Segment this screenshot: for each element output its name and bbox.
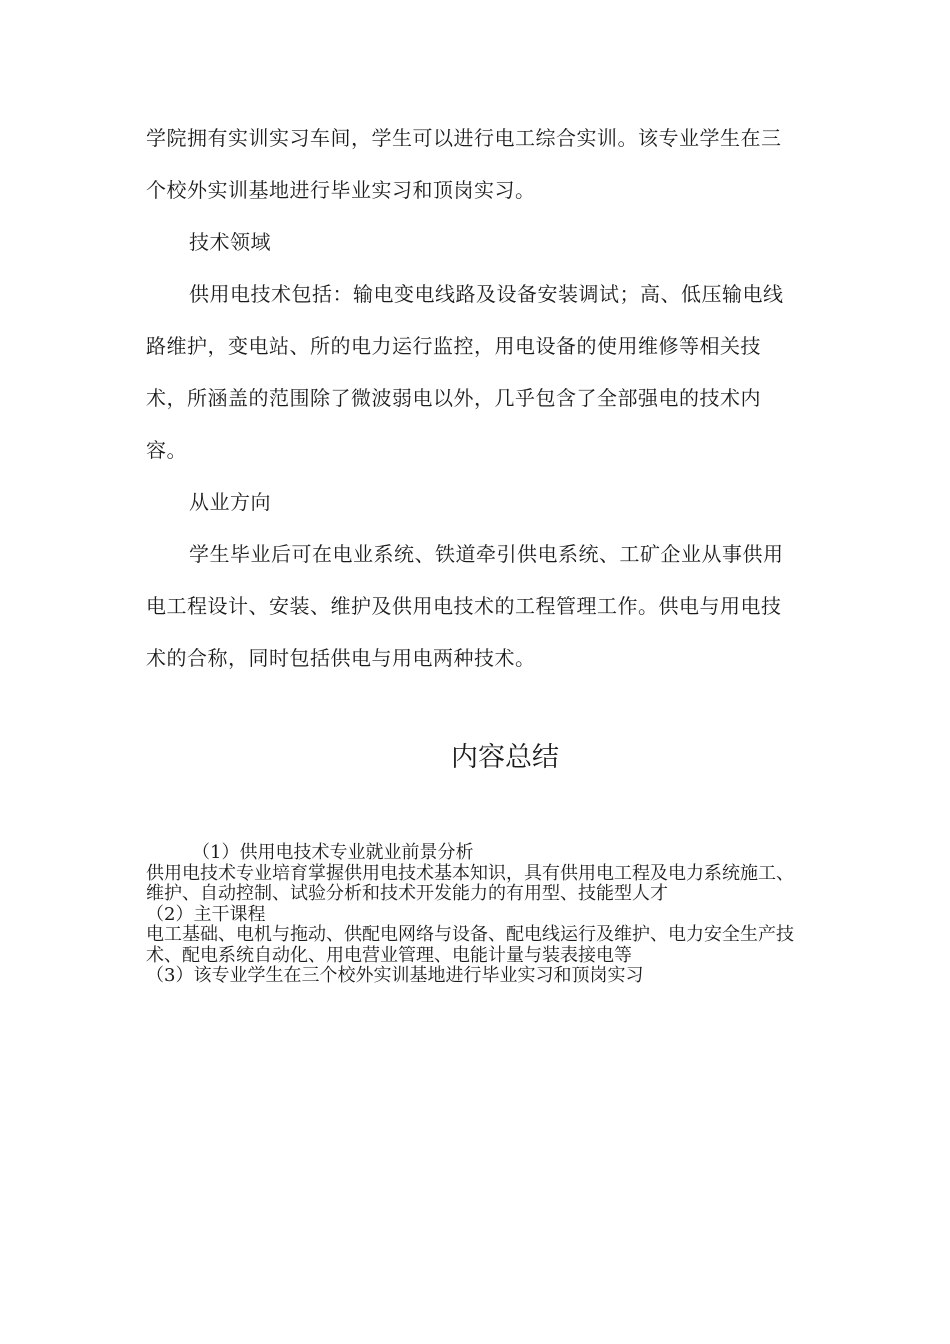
summary-item-3-title: （3）该专业学生在三个校外实训基地进行毕业实习和顶岗实习 bbox=[146, 965, 644, 986]
paragraph-training: 学院拥有实训实习车间，学生可以进行电工综合实训。该专业学生在三个校外实训基地进行毕业实习和顶岗实习。 bbox=[146, 126, 782, 202]
paragraph-tech-field: 供用电技术包括：输电变电线路及设备安装调试；高、低压输电线路维护，变电站、所的电力运行监控，用电设备的使用维修等相关技术，所涵盖的范围除了微波弱电以外，几乎包含了全部强电的技术内容。 bbox=[146, 282, 784, 462]
summary-item-2-title: （2）主干课程 bbox=[146, 903, 266, 925]
summary-section bbox=[146, 843, 796, 987]
summary-item-1-title: （1）供用电技术专业就业前景分析 bbox=[192, 842, 474, 863]
heading-career-direction: 从业方向 bbox=[189, 490, 271, 514]
summary-item-1-body: 供用电技术专业培育掌握供用电技术基本知识，具有供用电工程及电力系统施工、维护、自动控制、试验分析和技术开发能力的有用型、技能型人才 bbox=[146, 862, 794, 904]
summary-item-2-body: 电工基础、电机与拖动、供配电网络与设备、配电线运行及维护、电力安全生产技术、配电系统自动化、用电营业管理、电能计量与装表接电等 bbox=[146, 924, 794, 966]
summary-title: 内容总结 bbox=[451, 742, 559, 773]
paragraph-career-direction: 学生毕业后可在电业系统、铁道牵引供电系统、工矿企业从事供用电工程设计、安装、维护及供用电技术的工程管理工作。供电与用电技术的合称，同时包括供电与用电两种技术。 bbox=[146, 542, 784, 670]
heading-tech-field: 技术领域 bbox=[189, 230, 271, 254]
